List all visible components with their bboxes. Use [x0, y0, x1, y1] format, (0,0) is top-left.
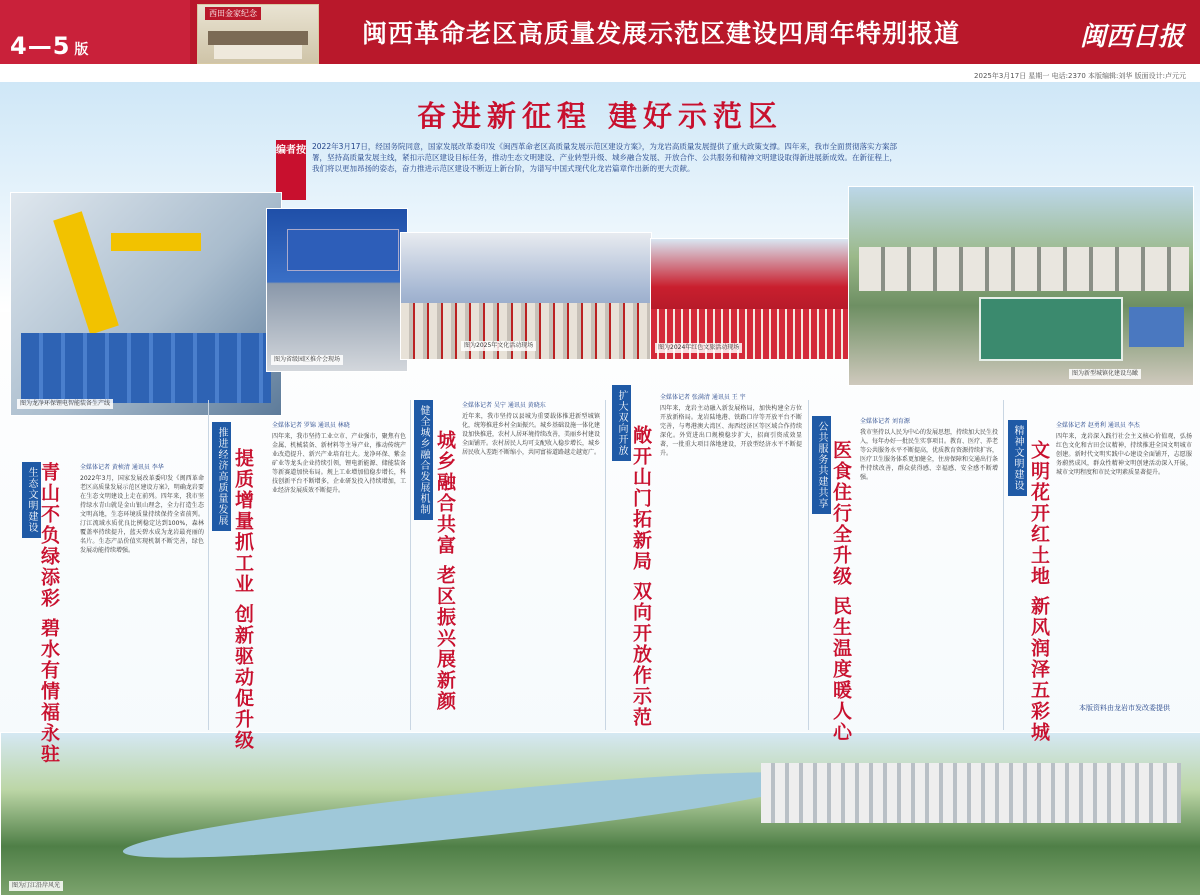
article-body: 我市坚持以人民为中心的发展思想，持续加大民生投入，每年办好一批民生实事项目。教育、医疗、养老等公共服务水平不断提高，优质教育资源持续扩容，医疗卫生服务体系更加健全，住房保障和交通出行条件持续改善，群众获得感、幸福感、安全感不断增强。	[860, 429, 998, 481]
dateline: 2025年3月17日 星期一 电话:2370 本版编辑:刘华 版面设计:卢元元	[974, 72, 1186, 80]
production-line	[21, 333, 271, 403]
article-category: 精神文明建设	[1008, 420, 1027, 496]
newspaper-logo: 闽西日报	[1080, 22, 1185, 52]
river-water	[121, 757, 822, 874]
article-body: 四年来，龙岩主动融入新发展格局，加快构建全方位开放新格局。龙岩陆地港、铁路口岸等开放平台不断完善，与粤港澳大湾区、海西经济区等区域合作持续深化。外贸进出口规模稳步扩大，招商引资成效显著，一批重大项目落地建设，开放型经济水平不断提升。	[660, 405, 802, 457]
editor-note-label: 编者按	[276, 140, 306, 200]
conference-caption: 图为省级园区推介会现场	[271, 355, 343, 365]
article-body: 近年来，我市坚持以县城为重要载体推进新型城镇化，统筹推进乡村全面振兴。城乡基础设施一体化建设加快推进，农村人居环境持续改善，美丽乡村建设全面铺开。农村居民人均可支配收入稳步增长，城乡居民收入差距不断缩小，共同富裕道路越走越宽广。	[462, 413, 600, 456]
city-aerial-photo	[848, 186, 1194, 386]
article-category: 生态文明建设	[22, 462, 41, 538]
column-divider	[410, 400, 411, 730]
page-title: 闽西革命老区高质量发展示范区建设四周年特别报道	[362, 19, 961, 48]
article-headline: 敞开山门拓新局 双向开放作示范	[630, 425, 652, 728]
footer-note: 本版资料由龙岩市发改委提供	[1079, 704, 1170, 712]
city-caption: 图为新型城镇化建设鸟瞰	[1069, 369, 1141, 379]
article-byline: 全媒体记者 罗锦 通讯员 林晓	[272, 422, 350, 429]
article-byline: 全媒体记者 赵勇利 通讯员 李杰	[1056, 422, 1140, 429]
robot-arm	[53, 211, 119, 334]
article-headline: 医食住行全升级 民生温度暖人心	[830, 440, 852, 743]
article-body: 2022年3月，国家发展改革委印发《闽西革命老区高质量发展示范区建设方案》，明确龙岩要在生态文明建设上走在前列。四年来，我市坚持绿水青山就是金山银山理念，全力打造生态文明高地，生态环境质量持续保持全省前列。汀江流域水质优良比例稳定达到100%，森林覆盖率持续提升，蓝天碧水成为龙岩最亮丽的名片。生态产品价值实现机制不断完善，绿色发展动能持续增强。	[80, 475, 204, 554]
article-category: 扩大双向开放	[612, 385, 631, 461]
banner-tag: 西田金家纪念	[205, 7, 261, 20]
article-headline: 文明花开红土地 新风润泽五彩城	[1028, 440, 1050, 743]
feature-intro: 2022年3月17日，经国务院同意，国家发展改革委印发《闽西革命老区高质量发展示范区建设方案》，为龙岩高质量发展提供了重大政策支撑。四年来，我市全面贯彻落实方案部署，坚持高质量发展主线，紧扣示范区建设目标任务，推动生态文明建设、产业转型升级、城乡融合发展、开放合作、公共服务和精神文明建设取得新进展新成效。在新征程上，我们将以更加昂扬的姿态，奋力推进示范区建设不断迈上新台阶，为谱写中国式现代化龙岩篇章作出新的更大贡献。	[312, 142, 897, 173]
banner-wall	[214, 45, 302, 59]
tennis-court	[1129, 307, 1184, 347]
article-category: 推进经济高质量发展	[212, 422, 231, 531]
river-caption: 图为汀江沿岸风光	[9, 881, 63, 891]
factory-caption: 图为龙净环保锂电智能装备生产线	[17, 399, 113, 409]
feature-headline: 奋进新征程 建好示范区	[416, 99, 784, 133]
river-city	[761, 763, 1181, 823]
column-divider	[1003, 400, 1004, 730]
sports-court	[979, 297, 1123, 361]
article-body: 四年来，龙岩深入践行社会主义核心价值观，弘扬红色文化和古田会议精神，持续推进全国文明城市创建。新时代文明实践中心建设全面铺开，志愿服务蔚然成风，群众性精神文明创建活动深入开展，城市文明程度和市民文明素质显著提升。	[1056, 433, 1192, 476]
stage-photo	[400, 232, 652, 360]
article-category: 健全城乡融合发展机制	[414, 400, 433, 520]
stage-caption: 图为2025年文化活动现场	[461, 341, 536, 351]
article-category: 公共服务共建共享	[812, 416, 831, 514]
city-buildings	[859, 247, 1189, 291]
article-headline: 提质增量抓工业 创新驱动促升级	[232, 448, 254, 751]
article-byline: 全媒体记者 吴宁 通讯员 黄晓东	[462, 402, 546, 409]
red-event-photo	[650, 238, 850, 360]
column-divider	[808, 400, 809, 730]
column-divider	[605, 400, 606, 730]
page-number-value: 4—5	[10, 32, 71, 60]
article-body: 四年来，我市坚持工业立市、产业强市，聚焦有色金属、机械装备、新材料等主导产业，推动传统产业改造提升、新兴产业培育壮大。龙净环保、紫金矿业等龙头企业持续引领，锂电新能源、储能装备等新赛道加快布局。规上工业增加值稳步增长，科技创新平台不断增多，企业研发投入持续增加，工业经济发展质效不断提升。	[272, 433, 406, 494]
column-divider	[208, 400, 209, 730]
article-byline: 全媒体记者 张满清 通讯员 王 宇	[660, 394, 746, 401]
conference-screen	[287, 229, 399, 271]
factory-photo	[10, 192, 282, 416]
article-headline: 青山不负绿添彩 碧水有情福永驻	[38, 462, 60, 765]
article-headline: 城乡融合共富 老区振兴展新颜	[434, 430, 456, 712]
river-panorama-photo	[0, 732, 1200, 896]
page-number	[10, 32, 89, 60]
robot-arm-beam	[111, 233, 201, 251]
article-byline: 全媒体记者 刘育源	[860, 418, 910, 425]
red-event-caption: 图为2024年红色文旅活动现场	[655, 343, 742, 353]
banner-roof	[208, 31, 308, 45]
page-number-suffix: 版	[74, 42, 90, 58]
article-byline: 全媒体记者 黄桢清 通讯员 李华	[80, 464, 164, 471]
conference-photo	[266, 208, 408, 372]
